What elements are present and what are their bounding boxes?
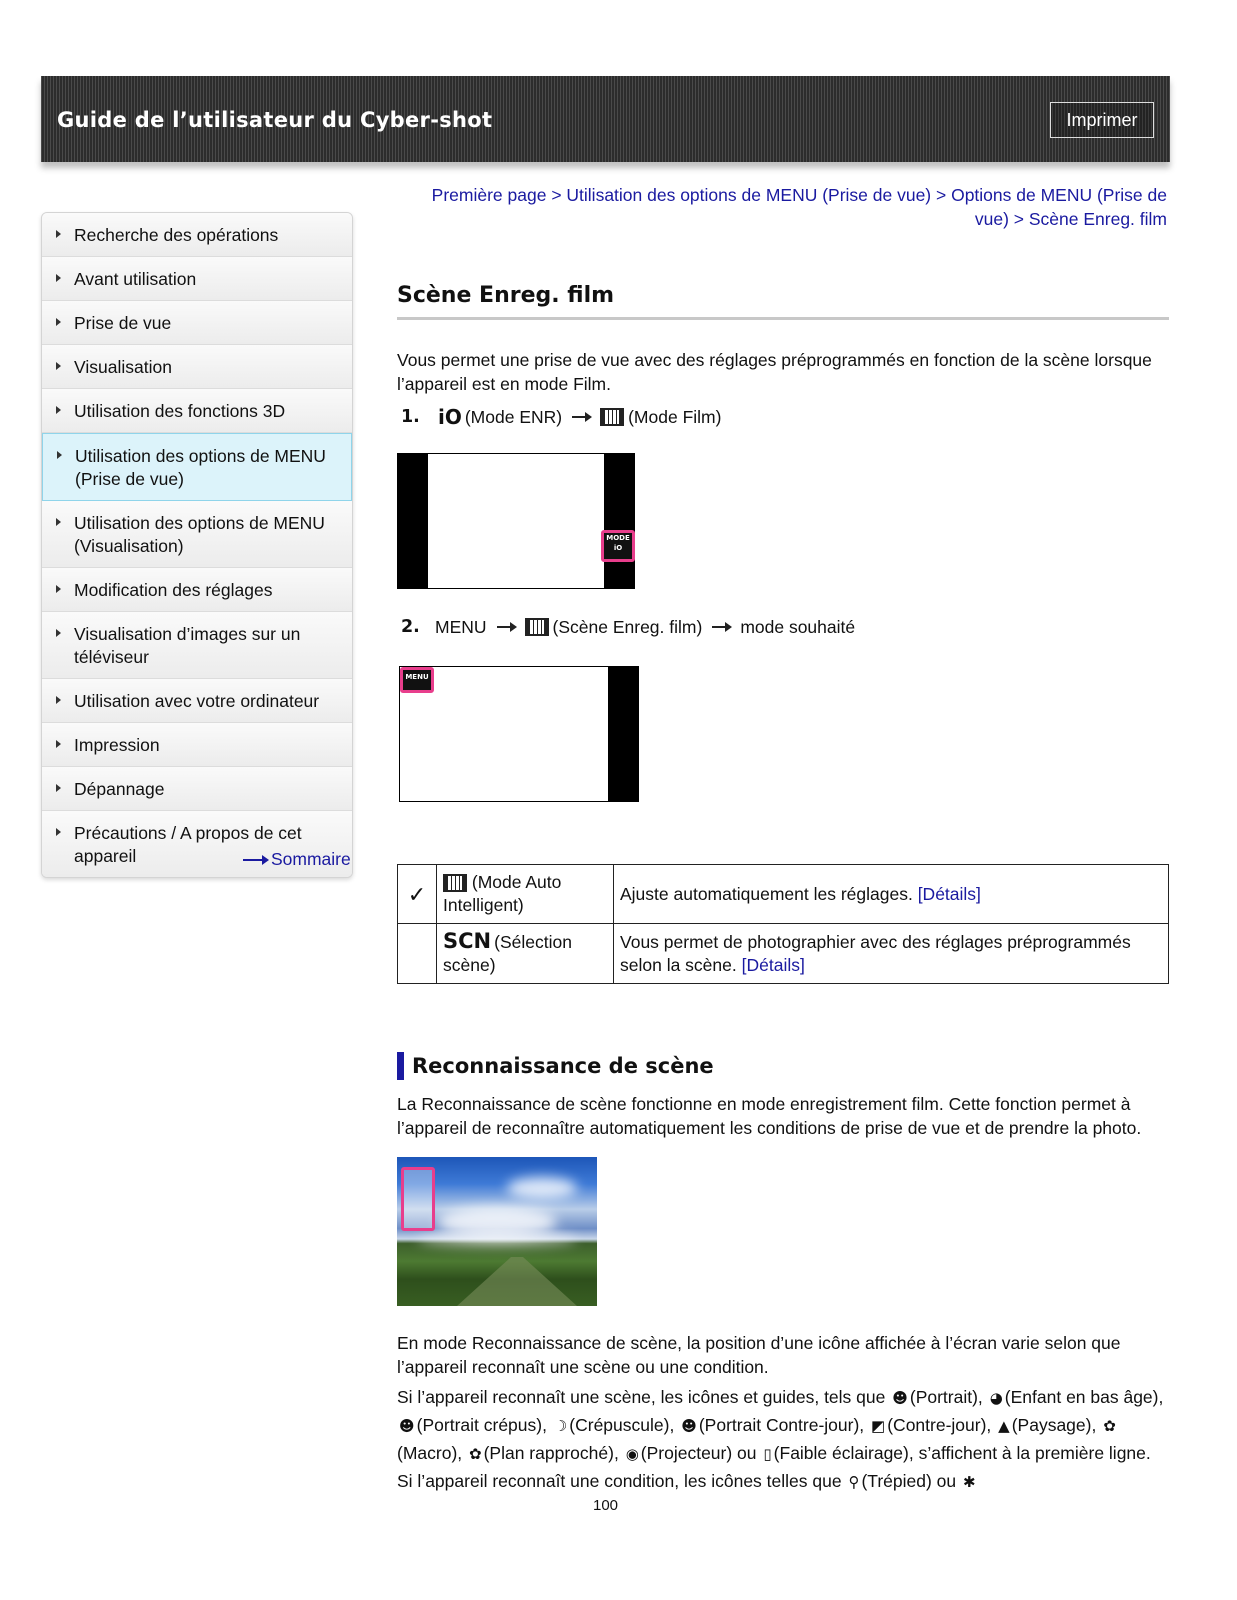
caret-right-icon	[56, 362, 61, 370]
scene-movie-icon	[525, 618, 549, 636]
sidebar-item-menu-visualisation[interactable]	[42, 501, 352, 568]
twilight-portrait-icon: ☻	[399, 1417, 415, 1435]
title-divider	[397, 317, 1169, 320]
caret-right-icon	[56, 318, 61, 326]
step-number: 2.	[401, 617, 420, 637]
sidebar-item-label: Dépannage	[74, 779, 165, 799]
option-name-cell: (Mode Auto Intelligent)	[437, 865, 614, 924]
sidebar-item-avant-utilisation[interactable]	[42, 257, 352, 301]
step-2-text2: mode souhaité	[740, 617, 856, 637]
sidebar-item-3d[interactable]	[42, 389, 352, 433]
step-2-menu: MENU	[435, 617, 487, 637]
motion-icon: ✱	[963, 1473, 976, 1491]
sidebar-item-label: Modification des réglages	[74, 580, 273, 600]
options-table	[397, 864, 1169, 984]
option-desc-cell: Ajuste automatiquement les réglages. [Détails]	[614, 865, 1169, 924]
sidebar-item-visualisation[interactable]	[42, 345, 352, 389]
details-link[interactable]: [Détails]	[741, 954, 805, 975]
arrow-right-icon	[712, 626, 730, 628]
caret-right-icon	[56, 406, 61, 414]
sidebar-item-label: Visualisation d’images sur un téléviseur	[74, 624, 301, 667]
caret-right-icon	[56, 784, 61, 792]
intro-text: Vous permet une prise de vue avec des réglages préprogrammés en fonction de la scène lorsque l’appareil est en mode Film.	[397, 350, 1152, 394]
menu-button-highlight: MENU	[400, 667, 434, 693]
sommaire-label: Sommaire	[271, 849, 351, 869]
backlight-icon: ◩	[871, 1417, 886, 1435]
twilight-icon: ☽	[553, 1417, 568, 1435]
option-desc-cell: Vous permet de photographier avec des réglages préprogrammés selon la scène. [Détails]	[614, 924, 1169, 984]
scn-icon: SCN	[443, 929, 492, 953]
movie-mode-icon	[600, 408, 624, 426]
caret-right-icon	[56, 585, 61, 593]
screen-bar-right	[604, 454, 634, 588]
scene-icon-highlight	[401, 1167, 435, 1231]
sidebar-item-label: Visualisation	[74, 357, 172, 377]
portrait-icon: ☻	[892, 1389, 908, 1407]
table-row	[398, 924, 1169, 984]
sidebar-item-label: Recherche des opérations	[74, 225, 279, 245]
caret-right-icon	[57, 451, 62, 459]
camera-mode-icon: iO	[438, 405, 462, 429]
landscape-icon: ▲	[998, 1417, 1010, 1435]
caret-right-icon	[56, 740, 61, 748]
sidebar-item-label: Utilisation avec votre ordinateur	[74, 691, 320, 711]
sidebar-item-prise-de-vue[interactable]	[42, 301, 352, 345]
section-text-2: En mode Reconnaissance de scène, la position d’une icône affichée à l’écran varie selon que l’appareil reconnaît une scène ou une condition.	[397, 1333, 1121, 1377]
caret-right-icon	[56, 828, 61, 836]
sidebar-item-label: Utilisation des fonctions 3D	[74, 401, 286, 421]
step-1-text1: (Mode ENR)	[464, 407, 563, 427]
section-text-1: La Reconnaissance de scène fonctionne en mode enregistrement film. Cette fonction permet à l’appareil de reconnaître automatiquement les conditions de prise de vue et de prendre la photo.	[397, 1094, 1142, 1138]
low-light-icon: ▯	[763, 1445, 772, 1463]
step-2	[397, 614, 855, 640]
sidebar-item-label: Précautions / A propos de cet appareil	[74, 823, 302, 866]
caret-right-icon	[56, 696, 61, 704]
step-1	[397, 404, 721, 430]
intelligent-auto-icon	[443, 874, 467, 892]
breadcrumb[interactable]: Première page > Utilisation des options de MENU (Prise de vue) > Options de MENU (Prise de vue) > Scène Enreg. film	[431, 185, 1167, 229]
print-button[interactable]: Imprimer	[1050, 102, 1154, 138]
page-number: 100	[593, 1497, 619, 1514]
details-link[interactable]: [Détails]	[917, 883, 981, 904]
sidebar-item-label: Utilisation des options de MENU (Prise de vue)	[75, 446, 326, 489]
screen-bar-right	[608, 667, 638, 801]
header-bar	[41, 76, 1170, 162]
sidebar-item-depannage[interactable]	[42, 767, 352, 811]
section-title: Reconnaissance de scène	[397, 1052, 714, 1080]
table-row	[398, 865, 1169, 924]
arrow-right-icon	[497, 626, 515, 628]
screen-bar-left	[398, 454, 428, 588]
arrow-right-icon	[572, 416, 590, 418]
spotlight-icon: ◉	[625, 1445, 639, 1463]
empty-check-cell	[398, 924, 437, 984]
caret-right-icon	[56, 518, 61, 526]
mode-button-highlight: MODE iO	[601, 530, 635, 562]
sommaire-link[interactable]	[243, 849, 351, 870]
backlight-portrait-icon: ☻	[681, 1417, 697, 1435]
tripod-icon: ⚲	[848, 1473, 860, 1491]
caret-right-icon	[56, 629, 61, 637]
sidebar-nav	[41, 212, 353, 878]
close-focus-icon: ✿	[469, 1445, 482, 1463]
caret-right-icon	[56, 274, 61, 282]
infant-icon: ◕	[989, 1389, 1003, 1407]
step-1-text2: (Mode Film)	[628, 407, 722, 427]
sidebar-item-label: Utilisation des options de MENU (Visualisation)	[74, 513, 325, 556]
sidebar-item-recherche[interactable]	[42, 213, 352, 257]
sidebar-item-menu-prise-de-vue[interactable]	[42, 433, 352, 501]
camera-screen-illustration-2	[399, 666, 639, 802]
macro-icon: ✿	[1103, 1417, 1116, 1435]
sidebar-item-label: Avant utilisation	[74, 269, 197, 289]
guide-title: Guide de l’utilisateur du Cyber-shot	[57, 108, 493, 132]
check-icon: ✓	[398, 865, 437, 924]
caret-right-icon	[56, 230, 61, 238]
step-number: 1.	[401, 407, 420, 427]
sidebar-item-reglages[interactable]	[42, 568, 352, 612]
section-text-3: Si l’appareil reconnaît une scène, les icônes et guides, tels que ☻ (Portrait), ◕ (Enfant en bas âge), ☻ (Portrait crépus), ☽ (Crépuscule), ☻ (Portrait Contre-jour), ◩ (Contre-jour), ▲ (Paysage), ✿(Macro), ✿ (Plan rapproché), ◉ (Projecteur) ou ▯ (Faible éclairage), s’affichent à la première ligne. Si l’appareil reconnaît une condition, les icônes telles que ⚲ (Trépied) ou ✱	[397, 1384, 1169, 1496]
sidebar-item-label: Impression	[74, 735, 160, 755]
landscape-photo	[397, 1157, 597, 1306]
arrow-right-icon	[243, 859, 267, 861]
step-2-text1: (Scène Enreg. film)	[552, 617, 703, 637]
sidebar-item-ordinateur[interactable]	[42, 679, 352, 723]
camera-screen-illustration-1	[397, 453, 635, 589]
sidebar-item-label: Prise de vue	[74, 313, 172, 333]
sidebar-item-impression[interactable]	[42, 723, 352, 767]
page-title: Scène Enreg. film	[397, 283, 615, 308]
sidebar-item-televiseur[interactable]	[42, 612, 352, 679]
option-name-cell: SCN (Sélection scène)	[437, 924, 614, 984]
